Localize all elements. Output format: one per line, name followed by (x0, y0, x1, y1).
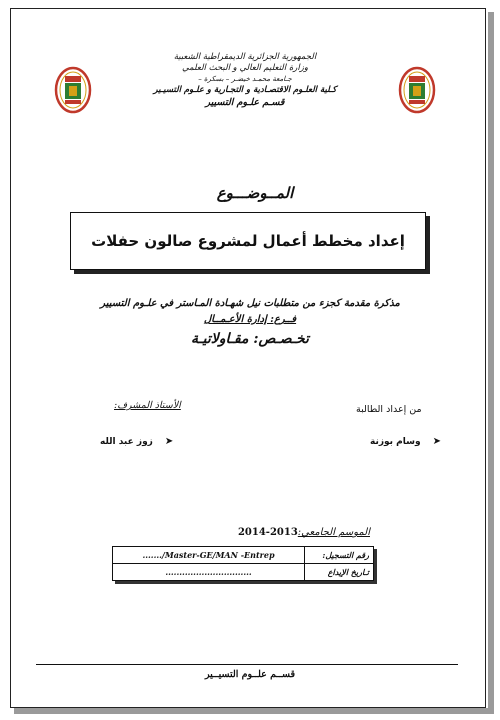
ministry-name: وزارة التعليم العالي و البحث العلمي (182, 63, 308, 73)
degree-statement: مذكرة مقدمة كجزء من متطلبات نيل شهـادة المـاستر في علـوم التسيير (100, 298, 400, 309)
table-row (113, 547, 374, 564)
student-label: من إعداد الطالبة (356, 404, 422, 415)
season-value: 2013-2014 (237, 527, 298, 538)
supervisor-row (100, 436, 173, 447)
registration-number-label: رقم التسجيل: (305, 547, 374, 564)
thesis-title: إعداد مخطط أعمال لمشروع صالون حفلات (91, 232, 405, 250)
supervisor-label: الأستاذ المشرف: (114, 400, 181, 411)
institution-header (150, 52, 340, 108)
footer-divider (36, 664, 458, 665)
table-row (113, 564, 374, 581)
frame-shadow-right (488, 12, 494, 712)
department-name: قسـم علـوم التسيير (205, 97, 285, 108)
university-logo-left (54, 66, 92, 114)
deposit-date-value: ............................... (113, 564, 305, 581)
supervisor-name: زوز عبد الله (100, 436, 153, 447)
title-box (70, 212, 426, 270)
student-name: وسام بوزنة (370, 436, 421, 447)
student-row (370, 436, 441, 447)
republic-name: الجمهورية الجزائرية الديمقراطية الشعبية (173, 52, 317, 62)
registration-table (112, 546, 374, 581)
university-name: جـامعة محمـد خيضـر – بسكرة – (198, 75, 292, 83)
university-logo-right (398, 66, 436, 114)
arrow-icon: ➤ (432, 436, 441, 447)
deposit-date-label: تـاريخ الإيداع (305, 564, 374, 581)
specialty-line: تخـصـص: مقـاولاتيـة (191, 331, 309, 347)
topic-label: المــوضـــوع (216, 184, 294, 202)
branch-line: فــرع: إدارة الأعـمــال (203, 314, 297, 325)
academic-season (170, 527, 370, 538)
season-label: الموسم الجامعي: (297, 527, 370, 538)
frame-shadow-bottom (14, 708, 494, 714)
registration-number-value: ......./Master-GE/MAN -Entrep (113, 547, 305, 564)
footer-department: قســم علــوم التسيــير (204, 669, 296, 680)
arrow-icon: ➤ (164, 436, 174, 447)
faculty-name: كـلية العلـوم الاقتصـادية و التجـارية و علـوم التسيـير (153, 85, 337, 95)
